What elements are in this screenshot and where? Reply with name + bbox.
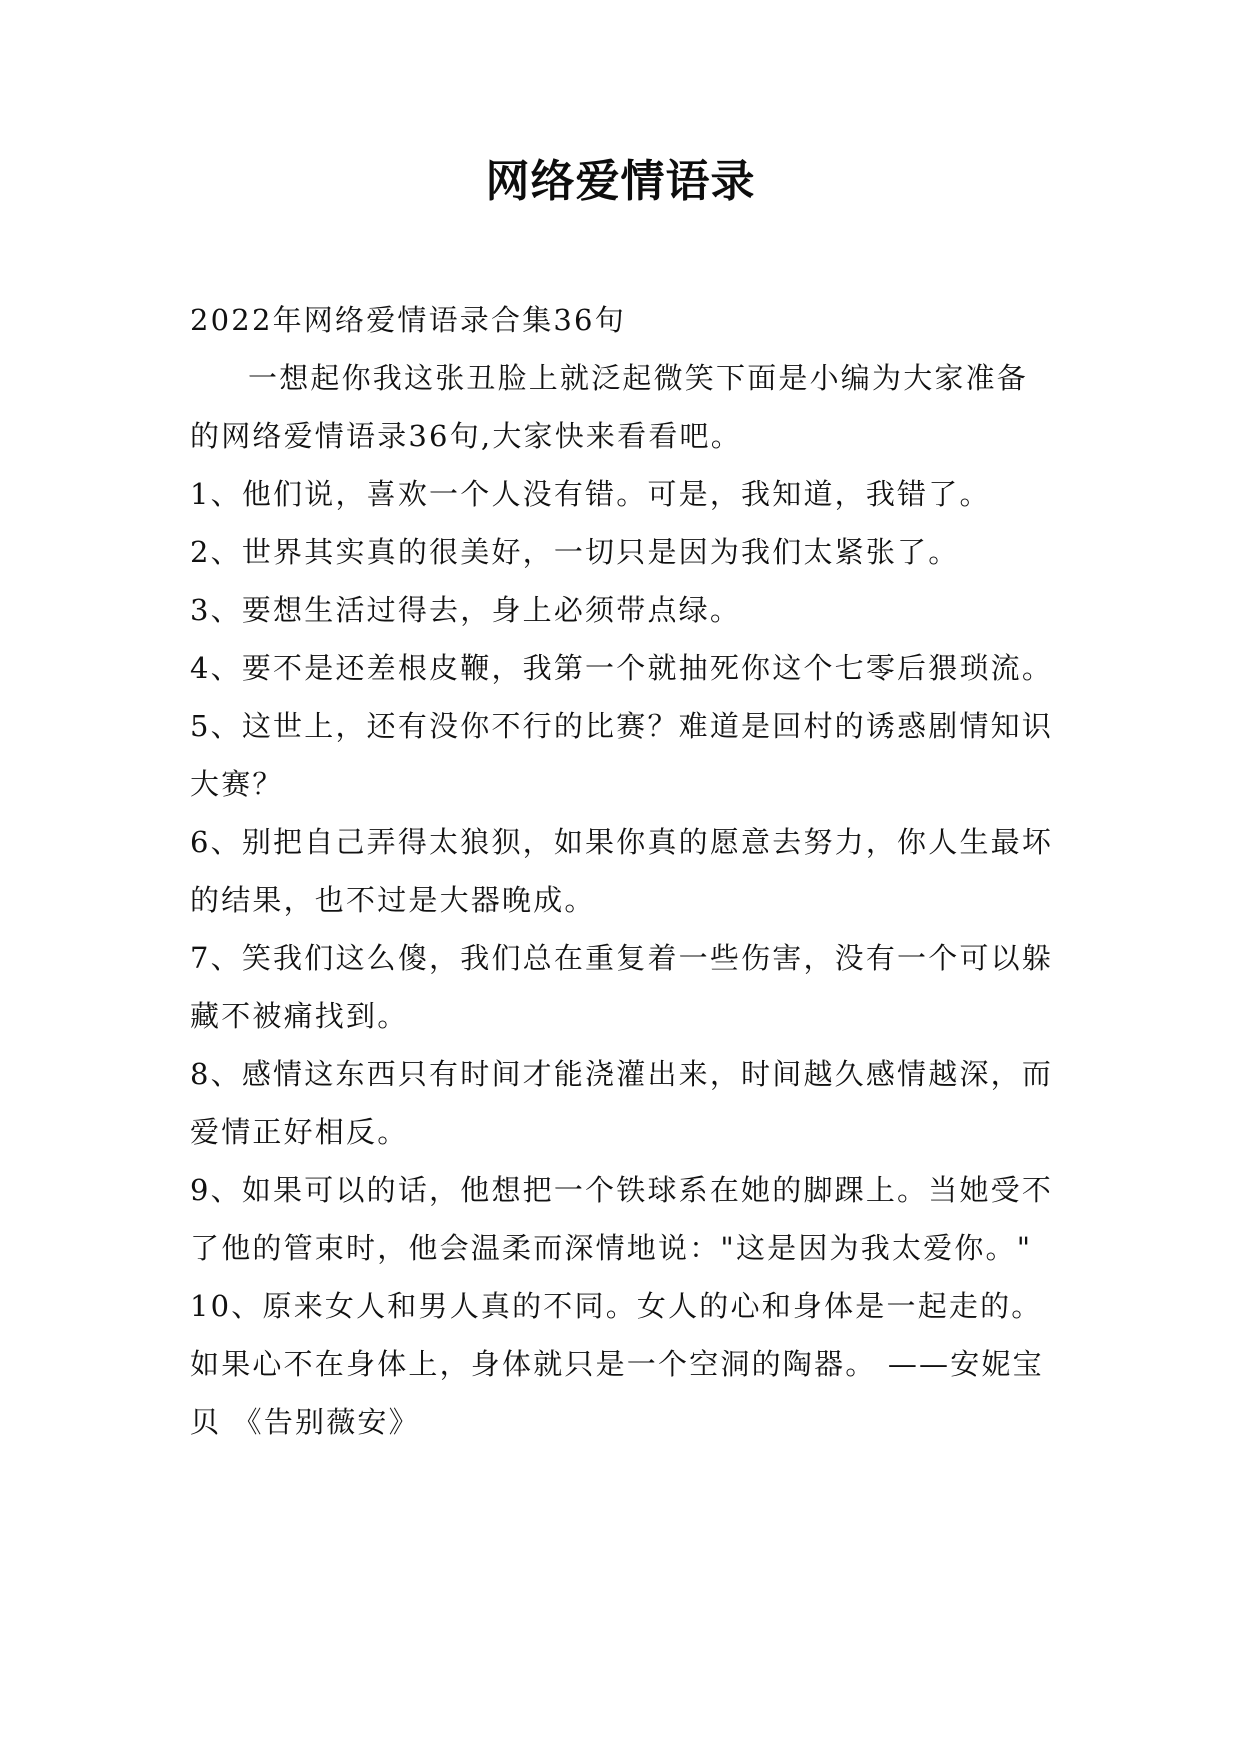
document-body (190, 291, 1056, 1451)
quote-item-2: 2、世界其实真的很美好，一切只是因为我们太紧张了。 (190, 535, 960, 569)
quote-item-4: 4、要不是还差根皮鞭，我第一个就抽死你这个七零后猥琐流。 (190, 651, 1054, 685)
quote-item-1: 1、他们说，喜欢一个人没有错。可是，我知道，我错了。 (190, 477, 991, 511)
quote-item-5: 5、这世上，还有没你不行的比赛？难道是回村的诱惑剧情知识大赛？ (190, 709, 1054, 801)
quote-item-8: 8、感情这东西只有时间才能浇灌出来，时间越久感情越深，而爱情正好相反。 (190, 1057, 1054, 1149)
quote-item-9: 9、如果可以的话，他想把一个铁球系在她的脚踝上。当她受不了他的管束时，他会温柔而深情地说："这是因为我太爱你。" (190, 1173, 1054, 1265)
quote-item-10: 10、原来女人和男人真的不同。女人的心和身体是一起走的。如果心不在身体上，身体就只是一个空洞的陶器。 ——安妮宝贝 《告别薇安》 (190, 1289, 1044, 1439)
section-subtitle: 2022年网络爱情语录合集36句 (190, 303, 626, 337)
intro-paragraph: 一想起你我这张丑脸上就泛起微笑下面是小编为大家准备的网络爱情语录36句,大家快来看看吧。 (190, 361, 1029, 453)
quote-item-7: 7、笑我们这么傻，我们总在重复着一些伤害，没有一个可以躲藏不被痛找到。 (190, 941, 1054, 1033)
document-title: 网络爱情语录 (485, 156, 756, 207)
quote-item-6: 6、别把自己弄得太狼狈，如果你真的愿意去努力，你人生最坏的结果，也不过是大器晚成。 (190, 825, 1054, 917)
quote-item-3: 3、要想生活过得去，身上必须带点绿。 (190, 593, 742, 627)
